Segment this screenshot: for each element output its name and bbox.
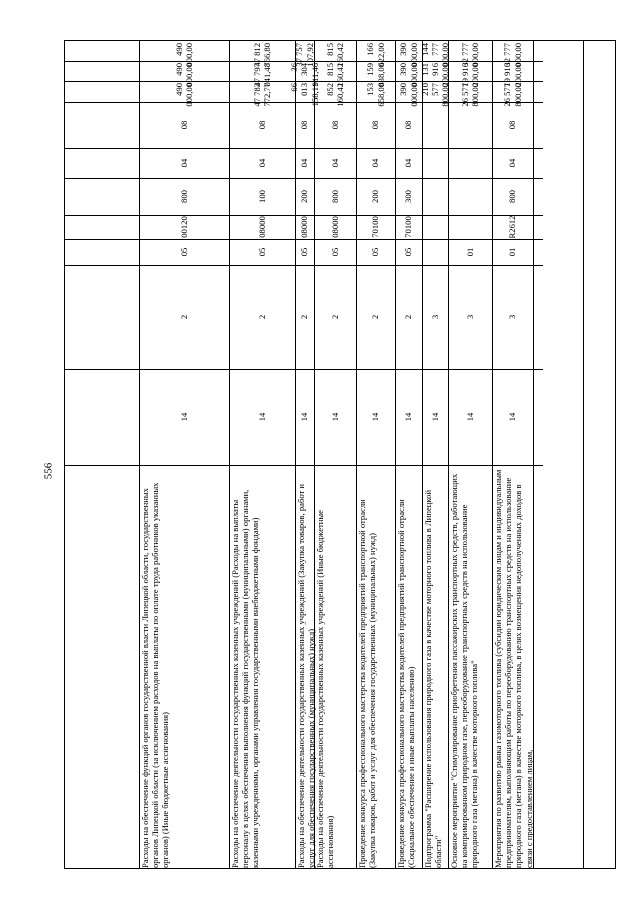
row-name-text: Расходы на обеспечение деятельности государственных казенных учреждений (Иные бюджетные ассигнования) [315, 510, 336, 868]
row-v3-cell [395, 41, 422, 67]
row-name-cell [229, 465, 295, 870]
row-v2-cell [492, 61, 533, 87]
row-code2-text: 3 [464, 314, 475, 320]
row-v3-text: 815 160,42 [324, 42, 345, 67]
row-code4-text: 70100 [370, 216, 381, 238]
row-code7-cell [229, 102, 295, 148]
row-v1-text: 390 000,00 [398, 82, 419, 107]
row-code6-text: 04 [329, 158, 340, 168]
row-code4-cell [422, 215, 448, 239]
row-code2-text: 2 [403, 314, 414, 320]
row-code3-cell [492, 239, 533, 265]
row-name-cell [314, 465, 356, 870]
row-code6-cell [422, 148, 448, 178]
row-v3-cell [314, 41, 356, 67]
row-code6-text: 04 [507, 158, 518, 168]
row-code1-cell [229, 369, 295, 465]
row-v2-text: 159 838,00 [365, 62, 386, 87]
row-v2-text: 390 000,00 [398, 62, 419, 87]
row-code2-cell [295, 265, 314, 369]
row-code1-cell [139, 369, 229, 465]
row-code7-text [448, 102, 492, 148]
row-code3-text: 01 [507, 247, 518, 257]
row-name-cell [139, 465, 229, 870]
row-v2-cell [229, 61, 295, 87]
row-code5-cell [139, 178, 229, 215]
row-code4-text: 08000 [256, 216, 267, 238]
row-v3-text: 32 777 000,00 [502, 43, 523, 67]
row-code2-cell [314, 265, 356, 369]
row-code2-text: 2 [178, 314, 189, 320]
row-code5-cell [295, 178, 314, 215]
row-name-text: Проведение конкурса профессионального мастерства водителей предприятий транспортной отрасли (Закупка товаров, работ и услуг для обеспечения государственных (муниципальных) нужд) [357, 499, 378, 868]
row-code1-text: 14 [178, 412, 189, 422]
row-code2-cell [395, 265, 422, 369]
row-code3-cell [422, 239, 448, 265]
row-code6-cell [139, 148, 229, 178]
row-code5-text: 200 [299, 190, 310, 203]
row-name-text: Проведение конкурса профессионального мастерства водителей предприятий транспортной отрасли (Социальное обеспечение и иные выплаты населению) [396, 499, 417, 868]
row-name-text: Расходы на обеспечение функций органов государственной власти Липецкой области, государственных органов Липецкой области (за исключением расходов на выплаты по оплате труда работников указанных органов) (Иные бюджетные ассигнования) [140, 482, 171, 868]
row-code2-cell [356, 265, 395, 369]
row-v1-cell [492, 81, 533, 107]
row-v1-cell [448, 81, 492, 107]
row-code4-cell [295, 215, 314, 239]
row-v3-cell [294, 41, 315, 67]
row-code2-text: 3 [429, 314, 440, 320]
row-code7-cell [422, 102, 448, 148]
row-v1-text: 490 000,00 [173, 82, 194, 107]
row-code7-cell [295, 102, 314, 148]
row-code6-text: 04 [403, 158, 414, 168]
row-v2-cell [448, 61, 492, 87]
row-code3-cell [295, 239, 314, 265]
row-v2-cell [356, 61, 395, 87]
row-v3-text: 166 622,00 [365, 42, 386, 67]
row-code7-cell [356, 102, 395, 148]
row-code2-cell [139, 265, 229, 369]
row-name-text: Расходы на обеспечение деятельности государственных казенных учреждений (Закупка товаров, работ и услуг для обеспечения государственных (муниципальных) нужд) [296, 483, 317, 868]
row-v1-text: 26 577 800,00 [502, 83, 523, 107]
row-code3-text: 01 [464, 247, 475, 257]
row-code6-cell [229, 148, 295, 178]
row-code4-text [422, 215, 448, 239]
row-code7-text: 08 [507, 120, 518, 130]
row-code7-text: 08 [329, 120, 340, 130]
row-code5-text [448, 178, 492, 215]
row-v3-text: 47 812 766,80 [251, 43, 272, 67]
row-code6-cell [448, 148, 492, 178]
row-code2-text: 2 [256, 314, 267, 320]
row-v3-cell [419, 41, 451, 67]
row-code1-cell [492, 369, 533, 465]
row-code1-text: 14 [329, 412, 340, 422]
row-code7-cell [448, 102, 492, 148]
row-v2-cell [289, 61, 320, 87]
row-name-text: Мероприятия по развитию рынка газомоторного топлива (субсидии юридическим лицам и индивидуальным предпринимателям, выполняющим работы по переоборудованию транспортных средств на использование природного газа (метана) в качестве моторного топлива, в целях возмещения недополученных доходов в связи с предоставлением лицам, [493, 469, 534, 868]
row-code2-cell [492, 265, 533, 369]
row-code4-text [448, 215, 492, 239]
row-code3-cell [356, 239, 395, 265]
row-code6-text: 04 [256, 158, 267, 168]
row-code4-text: 70100 [403, 216, 414, 238]
page-number: 556 [42, 462, 54, 480]
row-code4-cell [229, 215, 295, 239]
row-code5-text: 800 [507, 190, 518, 203]
row-code6-cell [395, 148, 422, 178]
row-code1-text: 14 [299, 412, 310, 422]
row-code4-text: 08000 [299, 216, 310, 238]
row-code3-text: 05 [370, 247, 381, 257]
row-v1-text: 47 782 772,77 [251, 83, 272, 107]
row-v3-text: 390 000,00 [398, 42, 419, 67]
row-v1-text: 66 013 158,11 [289, 83, 320, 107]
row-code6-cell [492, 148, 533, 178]
row-name-cell [422, 465, 448, 870]
row-code6-text: 04 [299, 158, 310, 168]
row-code5-text: 300 [403, 190, 414, 203]
row-code6-text: 04 [370, 158, 381, 168]
row-name-cell [492, 465, 533, 870]
row-v3-text: 32 777 000,00 [459, 43, 480, 67]
row-v1-cell [356, 81, 395, 107]
row-code4-text: R2612 [507, 215, 518, 239]
row-code4-cell [448, 215, 492, 239]
row-v1-cell [395, 81, 422, 107]
row-v2-text: 19 916 200,00 [459, 63, 480, 87]
row-code4-cell [356, 215, 395, 239]
row-code6-text: 04 [178, 158, 189, 168]
row-code6-text [448, 148, 492, 178]
row-name-cell [295, 465, 317, 870]
row-v3-text: 144 777 000,00 [419, 43, 451, 67]
row-code3-text: 05 [178, 247, 189, 257]
row-v1-cell [314, 81, 356, 107]
row-code3-text: 05 [256, 247, 267, 257]
row-code6-cell [356, 148, 395, 178]
row-code4-cell [139, 215, 229, 239]
row-v1-cell [229, 81, 295, 107]
row-code6-text [422, 148, 448, 178]
row-v1-text: 210 577 800,00 [419, 83, 451, 107]
row-v2-text: 815 160,42 [324, 62, 345, 87]
row-name-cell [356, 465, 395, 870]
row-v1-cell [139, 81, 229, 107]
row-code1-text: 14 [256, 412, 267, 422]
row-v3-cell [448, 41, 492, 67]
row-code1-text: 14 [403, 412, 414, 422]
row-code1-cell [314, 369, 356, 465]
row-code5-cell [448, 178, 492, 215]
row-code2-cell [229, 265, 295, 369]
row-code5-text [422, 178, 448, 215]
row-code3-cell [314, 239, 356, 265]
row-code7-text: 08 [299, 120, 310, 130]
row-code4-cell [314, 215, 356, 239]
row-code3-text: 05 [299, 247, 310, 257]
row-v1-cell [289, 81, 320, 107]
row-code7-text: 08 [403, 120, 414, 130]
row-v1-text: 26 577 800,00 [459, 83, 480, 107]
row-v2-text: 19 916 200,00 [502, 63, 523, 87]
row-code4-cell [395, 215, 422, 239]
row-v3-cell [229, 41, 295, 67]
row-code1-cell [422, 369, 448, 465]
row-code7-text: 08 [370, 120, 381, 130]
row-code5-cell [422, 178, 448, 215]
row-code7-cell [395, 102, 422, 148]
row-code3-cell [229, 239, 295, 265]
row-code5-text: 800 [178, 190, 189, 203]
row-v2-cell [395, 61, 422, 87]
budget-table [64, 40, 616, 869]
row-code2-cell [422, 265, 448, 369]
row-v3-cell [356, 41, 395, 67]
row-code3-cell [448, 239, 492, 265]
row-code7-cell [314, 102, 356, 148]
row-v2-cell [419, 61, 451, 87]
row-divider [533, 41, 534, 868]
row-name-cell [448, 465, 492, 870]
row-v2-text: 131 916 200,00 [419, 63, 451, 87]
row-code4-text: 00120 [178, 216, 189, 238]
row-code5-cell [395, 178, 422, 215]
row-v3-text: 37 757 107,92 [294, 43, 315, 67]
row-code7-cell [139, 102, 229, 148]
row-code5-text: 100 [256, 190, 267, 203]
row-code5-text: 800 [329, 190, 340, 203]
row-code1-cell [295, 369, 314, 465]
row-code1-cell [356, 369, 395, 465]
row-code6-cell [295, 148, 314, 178]
row-code7-text: 08 [178, 120, 189, 130]
row-code3-cell [139, 239, 229, 265]
row-code1-text: 14 [507, 412, 518, 422]
row-code5-cell [229, 178, 295, 215]
row-code7-text: 08 [256, 120, 267, 130]
row-code6-cell [314, 148, 356, 178]
row-divider [583, 41, 584, 868]
row-code4-cell [492, 215, 533, 239]
row-code5-cell [356, 178, 395, 215]
row-v1-cell [419, 81, 451, 107]
row-code1-text: 14 [370, 412, 381, 422]
row-code2-text: 3 [507, 314, 518, 320]
row-v2-text: 490 000,00 [173, 62, 194, 87]
row-name-text: Подпрограмма "Расширение использования природного газа в качестве моторного топлива в Липецкой области" [423, 489, 444, 868]
row-v3-text: 490 000,00 [173, 42, 194, 67]
row-code3-text: 05 [403, 247, 414, 257]
row-code5-cell [492, 178, 533, 215]
row-code1-cell [448, 369, 492, 465]
row-code2-text: 2 [299, 314, 310, 320]
row-code5-text: 200 [370, 190, 381, 203]
row-code3-text: 05 [329, 247, 340, 257]
row-code1-text: 14 [429, 412, 440, 422]
row-v2-text: 36 304 911,46 [289, 63, 320, 87]
row-v1-text: 852 160,42 [324, 82, 345, 107]
column-divider [65, 61, 139, 62]
row-code1-text: 14 [464, 412, 475, 422]
row-code4-text: 08000 [329, 216, 340, 238]
row-v3-cell [492, 41, 533, 67]
row-code7-text [422, 102, 448, 148]
row-v1-text: 153 658,00 [365, 82, 386, 107]
row-code2-text: 2 [329, 314, 340, 320]
row-v2-text: 47 797 041,48 [251, 63, 272, 87]
row-code1-cell [395, 369, 422, 465]
row-v2-cell [314, 61, 356, 87]
row-code5-cell [314, 178, 356, 215]
row-code3-text [422, 239, 448, 265]
row-code2-text: 2 [370, 314, 381, 320]
row-name-text: Расходы на обеспечение деятельности государственных казенных учреждений (Расходы на выплаты персоналу в целях обеспечения выполнения функций государственными (муниципальными) органами, казенными учреждениями, органами управления государственными внебюджетными фондами) [230, 489, 261, 868]
row-code3-cell [395, 239, 422, 265]
row-name-text: Основное мероприятие "Стимулирование приобретения пассажирских транспортных средств, работающих на компримированном природном газе, переоборудование транспортных средств на использование природного газа (метана) в качестве моторного топлива" [449, 473, 480, 868]
row-v2-cell [139, 61, 229, 87]
row-v3-cell [139, 41, 229, 67]
row-code7-cell [492, 102, 533, 148]
row-code2-cell [448, 265, 492, 369]
row-name-cell [395, 465, 422, 870]
